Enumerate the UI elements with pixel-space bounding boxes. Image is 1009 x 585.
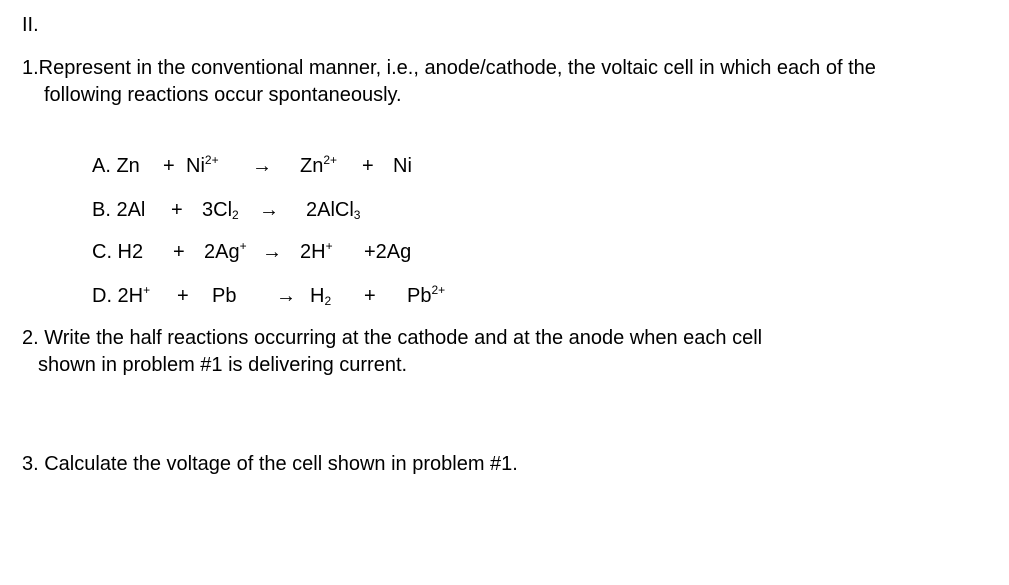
reaction-c-reactant-2: 2Ag+ [204, 239, 247, 263]
reaction-a-product-2: Ni [393, 155, 412, 177]
reaction-d-plus-1: + [177, 285, 189, 307]
question-1-line-1: 1.Represent in the conventional manner, i.e., anode/cathode, the voltaic cell in which each of the [22, 57, 876, 79]
reaction-b-plus-1: + [171, 199, 183, 221]
reaction-c-label: C. H2 [92, 241, 144, 263]
reaction-d-arrow: → [276, 285, 296, 307]
reaction-d-reactant-2: Pb [212, 285, 237, 307]
reaction-a-label: A. Zn [92, 155, 140, 177]
reaction-d-plus-2: + [364, 285, 376, 307]
reaction-a-product-1: $Zn^{2+}$ [300, 153, 338, 177]
reaction-d-label: D. 2H+ [92, 283, 151, 307]
question-1-line-2: following reactions occur spontaneously. [44, 84, 402, 106]
reaction-c-arrow: → [262, 241, 282, 263]
question-2-line-2: shown in problem #1 is delivering current. [38, 354, 408, 376]
reaction-a-reactant-2: $Ni^{2+}$ [186, 153, 219, 177]
question-2-line-1: 2. Write the half reactions occurring at the cathode and at the anode when each cell [22, 327, 763, 349]
reaction-b-product-1: 2AlCl$_3$ [306, 199, 361, 222]
reaction-c-product-1: 2H+ [300, 239, 333, 263]
reaction-b-reactant-2: $3Cl_2$ [202, 199, 239, 222]
reaction-d-product-2: $Pb^{2+}$ [407, 283, 446, 307]
reaction-a-plus-2: + [362, 155, 374, 177]
reaction-a-arrow: → [252, 155, 272, 177]
reaction-b-arrow: → [259, 199, 279, 221]
reaction-c-plus-1: + [173, 241, 185, 263]
question-3-line-1: 3. Calculate the voltage of the cell shown in problem #1. [22, 453, 518, 475]
reaction-d-product-1: $H_2$ [310, 285, 332, 308]
reaction-c-product-2: +2Ag [364, 241, 412, 263]
section-heading: II. [22, 14, 39, 36]
reaction-a-plus-1: + [163, 155, 175, 177]
reaction-b-label: B. 2Al [92, 199, 146, 221]
